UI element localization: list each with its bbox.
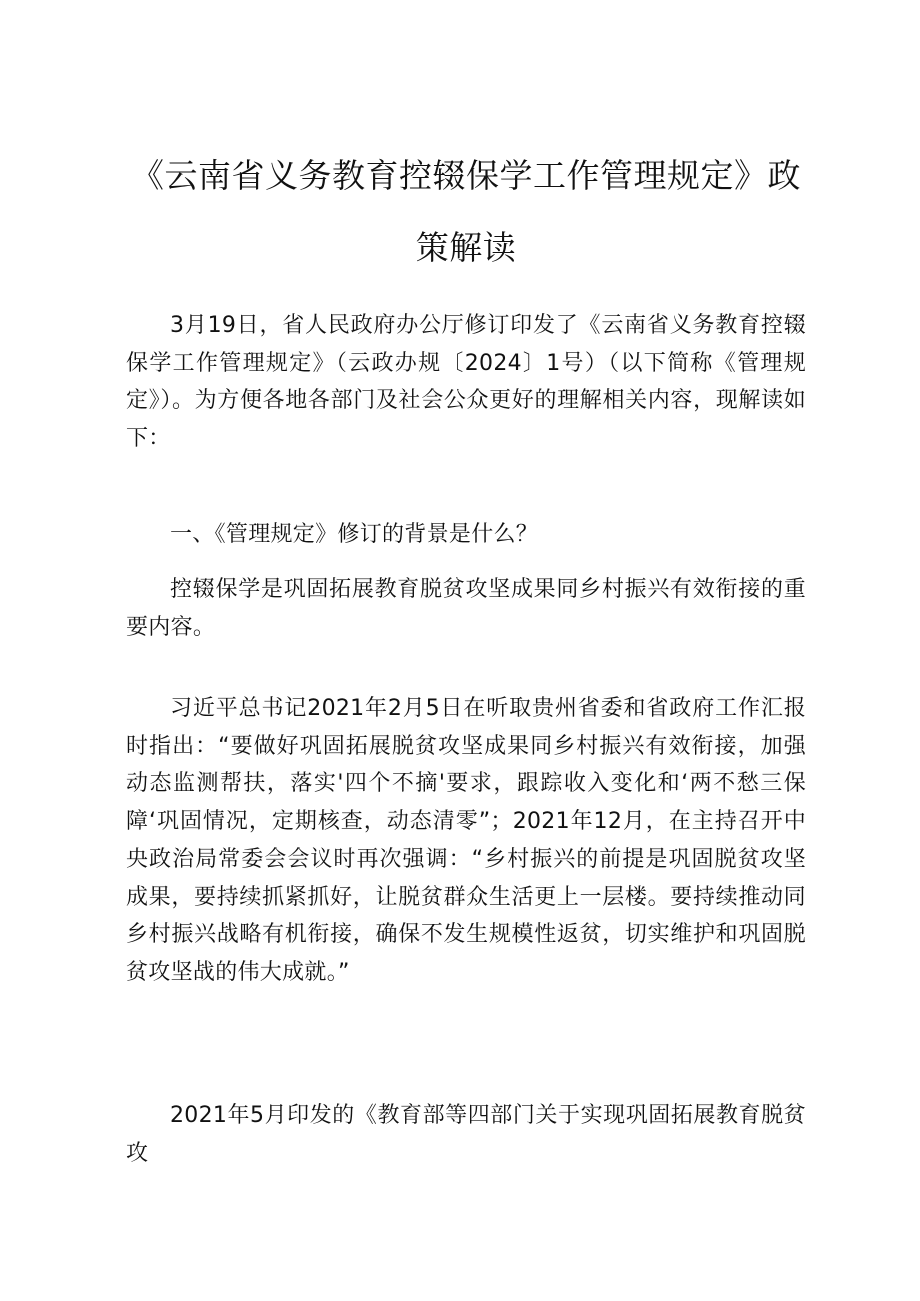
intro-paragraph: 3月19日，省人民政府办公厅修订印发了《云南省义务教育控辍保学工作管理规定》（云政办规〔2024〕1号）（以下简称《管理规定》）。为方便各地各部门及社会公众更好的理解相关内容，现解读如下： [126,313,806,452]
section-heading: 一、《管理规定》修订的背景是什么？ [170,522,539,547]
document-title: 《云南省义务教育控辍保学工作管理规定》政策解读 [131,156,801,267]
body-paragraph: 习近平总书记2021年2月5日在听取贵州省委和省政府工作汇报时指出：“要做好巩固拓展脱贫攻坚成果同乡村振兴有效衔接，加强动态监测帮扶，落实'四个不摘'要求，跟踪收入变化和‘两不愁三保障‘巩固情况，定期核查，动态清零”；2021年12月，在主持召开中央政治局常委会会议时再次强调：“乡村振兴的前提是巩固脱贫攻坚成果，要持续抓紧抓好，让脱贫群众生活更上一层楼。要持续推动同乡村振兴战略有机衔接，确保不发生规模性返贫，切实维护和巩固脱贫攻坚战的伟大成就。” [126,696,806,985]
body-paragraph: 2021年5月印发的《教育部等四部门关于实现巩固拓展教育脱贫攻 [126,1103,806,1166]
body-paragraph: 控辍保学是巩固拓展教育脱贫攻坚成果同乡村振兴有效衔接的重要内容。 [126,577,806,640]
